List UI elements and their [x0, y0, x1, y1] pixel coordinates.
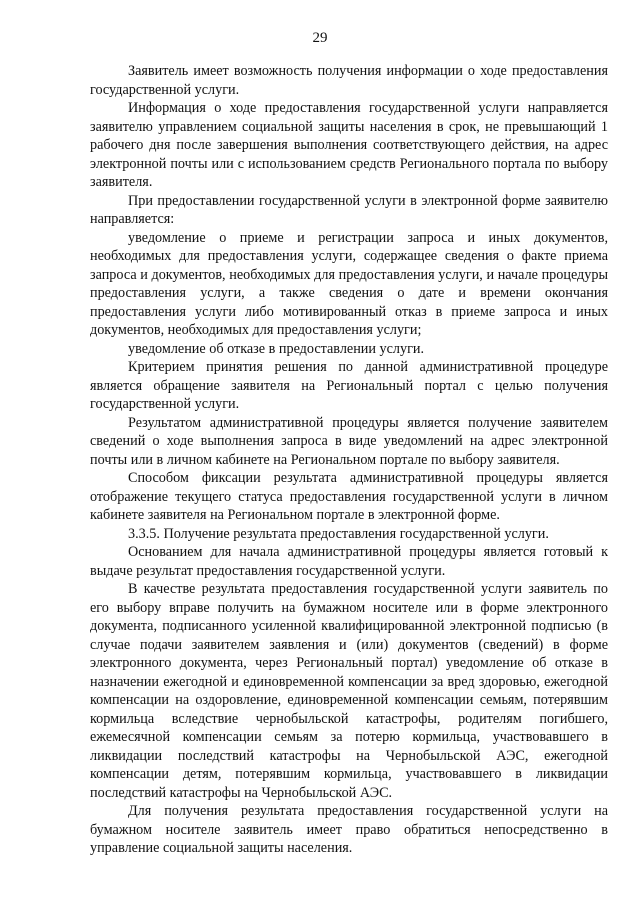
paragraph: Для получения результата предоставления государственной услуги на бумажном носителе заявитель имеет право обратиться непосредственно в управление социальной защиты населения. — [90, 803, 608, 856]
paragraph: Критерием принятия решения по данной административной процедуре является обращение заявителя на Региональный портал с целью получения государственной услуги. — [90, 359, 608, 412]
page-number: 29 — [312, 30, 328, 46]
document-body — [90, 62, 608, 858]
paragraph: В качестве результата предоставления государственной услуги заявитель по его выбору вправе получить на бумажном носителе или в форме электронного документа, подписанного усиленной квалифицированной электронной подписью (в случае подачи заявителем заявления и (или) документов (сведений) в форме электронного документа, через Региональный портал) уведомление об отказе в назначении ежегодной и единовременной компенсации за вред здоровью, ежегодной компенсации на оздоровление, единовременной компенсации семьям, потерявшим кормильца вследствие чернобыльской катастрофы, родителям погибшего, ежемесячной компенсации семьям за потерю кормильца, участвовавшего в ликвидации последствий катастрофы на Чернобыльской АЭС, ежегодной компенсации детям, потерявшим кормильца, участвовавшего в ликвидации последствий катастрофы на Чернобыльской АЭС. — [90, 581, 608, 801]
paragraph: уведомление о приеме и регистрации запроса и иных документов, необходимых для предоставления услуги, содержащее сведения о факте приема запроса и документов, необходимых для предоставления услуги, и начале процедуры предоставления услуги, а также сведения о дате и времени окончания предоставления услуги либо мотивированный отказ в приеме запроса и иных документов, необходимых для предоставления услуги; — [90, 229, 608, 338]
paragraph: При предоставлении государственной услуги в электронной форме заявителю направляется: — [90, 192, 608, 227]
paragraph: Основанием для начала административной процедуры является готовый к выдаче результат предоставления государственной услуги. — [90, 544, 608, 579]
paragraph: Информация о ходе предоставления государственной услуги направляется заявителю управлением социальной защиты населения в срок, не превышающий 1 рабочего дня после завершения выполнения соответствующего действия, на адрес электронной почты или с использованием средств Регионального портала по выбору заявителя. — [90, 100, 608, 190]
paragraph: Способом фиксации результата административной процедуры является отображение текущего статуса предоставления государственной услуги в личном кабинете заявителя на Региональном портале в электронной форме. — [90, 470, 608, 523]
paragraph: Результатом административной процедуры является получение заявителем сведений о ходе выполнения запроса в виде уведомлений на адрес электронной почты или в личном кабинете на Региональном портале по выбору заявителя. — [90, 414, 608, 468]
paragraph: уведомление об отказе в предоставлении услуги. — [128, 340, 425, 357]
section-heading: 3.3.5. Получение результата предоставления государственной услуги. — [128, 525, 549, 542]
paragraph: Заявитель имеет возможность получения информации о ходе предоставления государственной услуги. — [90, 63, 608, 98]
